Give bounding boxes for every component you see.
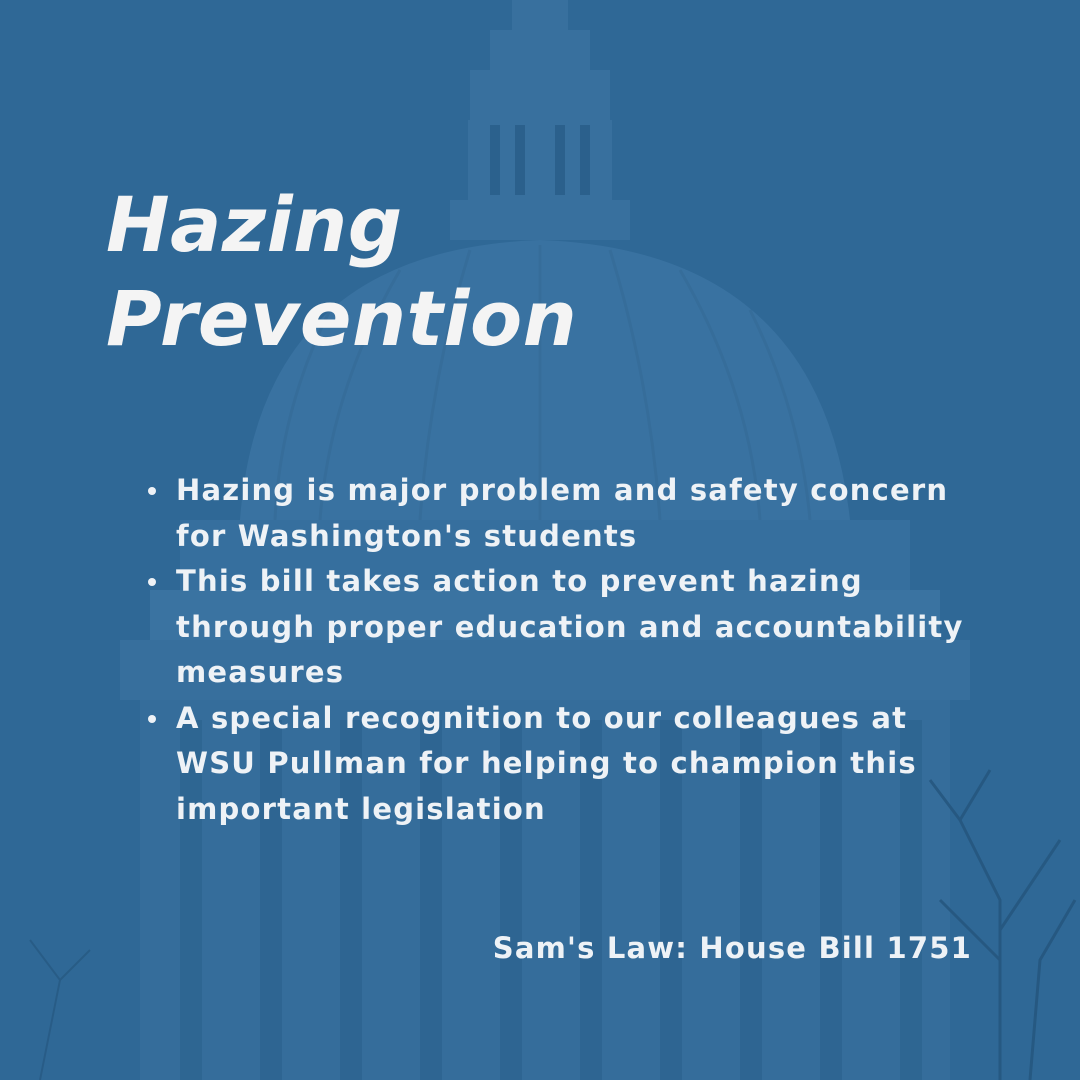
list-item: [146, 559, 976, 696]
title-line-2: Prevention: [106, 274, 578, 363]
bullet-text: This bill takes action to prevent hazing through proper education and accountability measures: [176, 564, 964, 689]
list-item: [146, 468, 976, 559]
bullet-text: A special recognition to our colleagues at WSU Pullman for helping to champion this important legislation: [176, 700, 917, 826]
bullet-icon: [148, 487, 156, 495]
bill-footer: Sam's Law: House Bill 1751: [492, 931, 972, 965]
bullet-text: Hazing is major problem and safety concern for Washington's students: [176, 473, 949, 553]
bullet-icon: [148, 578, 156, 586]
bullet-list: [146, 468, 976, 832]
list-item: [146, 696, 976, 833]
page-title: [106, 178, 577, 366]
bullet-icon: [148, 715, 156, 723]
title-line-1: Hazing: [106, 180, 403, 269]
